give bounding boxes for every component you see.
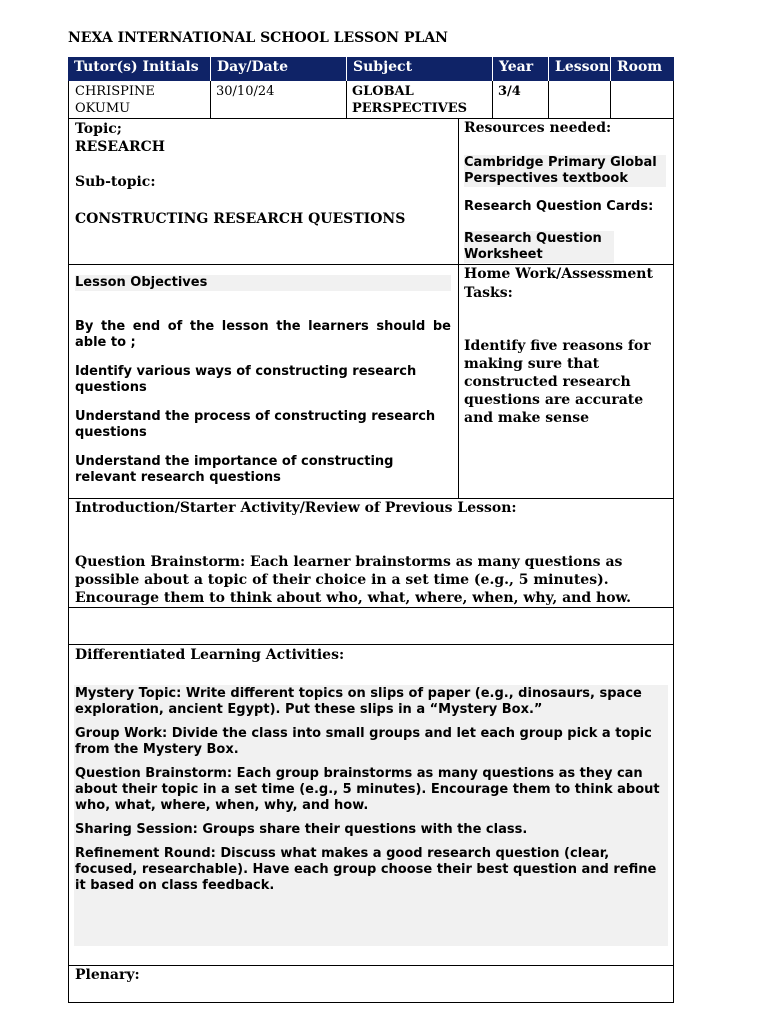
resource-item: Cambridge Primary Global Perspectives textbook (464, 155, 666, 187)
introduction-cell (68, 498, 674, 608)
activity-item: Refinement Round: Discuss what makes a good research question (clear, focused, researchable). Have each group choose their best question and refine it based on class feedback. (75, 846, 657, 893)
homework-text: Identify five reasons for making sure that constructed research questions are accurate and make sense (464, 338, 651, 426)
value-room (610, 81, 674, 119)
empty-row (68, 607, 674, 645)
introduction-text: Question Brainstorm: Each learner brainstorms as many questions as possible about a topic of their choice in a set time (e.g., 5 minutes). Encourage them to think about who, what, where, when, why, and how. (75, 554, 632, 606)
topic-label: Topic; (75, 121, 122, 137)
plenary-label: Plenary: (75, 967, 140, 983)
activities-box (74, 685, 668, 946)
header-lesson: Lesson (548, 57, 610, 81)
objective-item: Understand the process of constructing research questions (75, 409, 436, 440)
objectives-label: Lesson Objectives (75, 275, 451, 291)
topic-value: RESEARCH (75, 139, 165, 155)
objective-item: Identify various ways of constructing research questions (75, 364, 417, 395)
activity-item: Sharing Session: Groups share their questions with the class. (75, 822, 528, 837)
value-year: 3/4 (492, 81, 549, 119)
resources-cell (458, 118, 674, 265)
topic-cell (68, 118, 459, 265)
activities-label: Differentiated Learning Activities: (75, 647, 345, 663)
objectives-intro: By the end of the lesson the learners should be able to ; (75, 319, 451, 350)
header-room: Room (610, 57, 674, 81)
subtopic-value: CONSTRUCTING RESEARCH QUESTIONS (75, 211, 406, 227)
objective-item: Understand the importance of constructing relevant research questions (75, 454, 394, 485)
value-tutor: CHRISPINE OKUMU (68, 81, 211, 119)
plenary-cell (68, 965, 674, 1003)
header-year: Year (492, 57, 548, 81)
page-title: NEXA INTERNATIONAL SCHOOL LESSON PLAN (68, 30, 448, 46)
header-tutor: Tutor(s) Initials (68, 57, 210, 81)
subtopic-label: Sub-topic: (75, 174, 156, 190)
header-daydate: Day/Date (210, 57, 346, 81)
activity-item: Question Brainstorm: Each group brainstorms as many questions as they can about their topic in a set time (e.g., 5 minutes). Encourage them to think about who, what, where, when, why, and how. (75, 766, 660, 813)
activity-item: Mystery Topic: Write different topics on slips of paper (e.g., dinosaurs, space exploration, ancient Egypt). Put these slips in a “Mystery Box.” (75, 686, 642, 717)
value-lesson (548, 81, 611, 119)
objectives-cell (68, 264, 459, 499)
homework-label: Home Work/Assessment Tasks: (464, 266, 653, 301)
activities-cell (68, 644, 674, 966)
resource-item: Research Question Worksheet (464, 231, 614, 263)
resource-item: Research Question Cards: (464, 199, 654, 214)
resources-label: Resources needed: (464, 120, 612, 136)
header-subject: Subject (346, 57, 492, 81)
value-subject: GLOBAL PERSPECTIVES (346, 81, 493, 119)
activity-item: Group Work: Divide the class into small groups and let each group pick a topic from the Mystery Box. (75, 726, 652, 757)
homework-cell (458, 264, 674, 499)
value-daydate: 30/10/24 (210, 81, 347, 119)
introduction-label: Introduction/Starter Activity/Review of Previous Lesson: (75, 500, 517, 516)
